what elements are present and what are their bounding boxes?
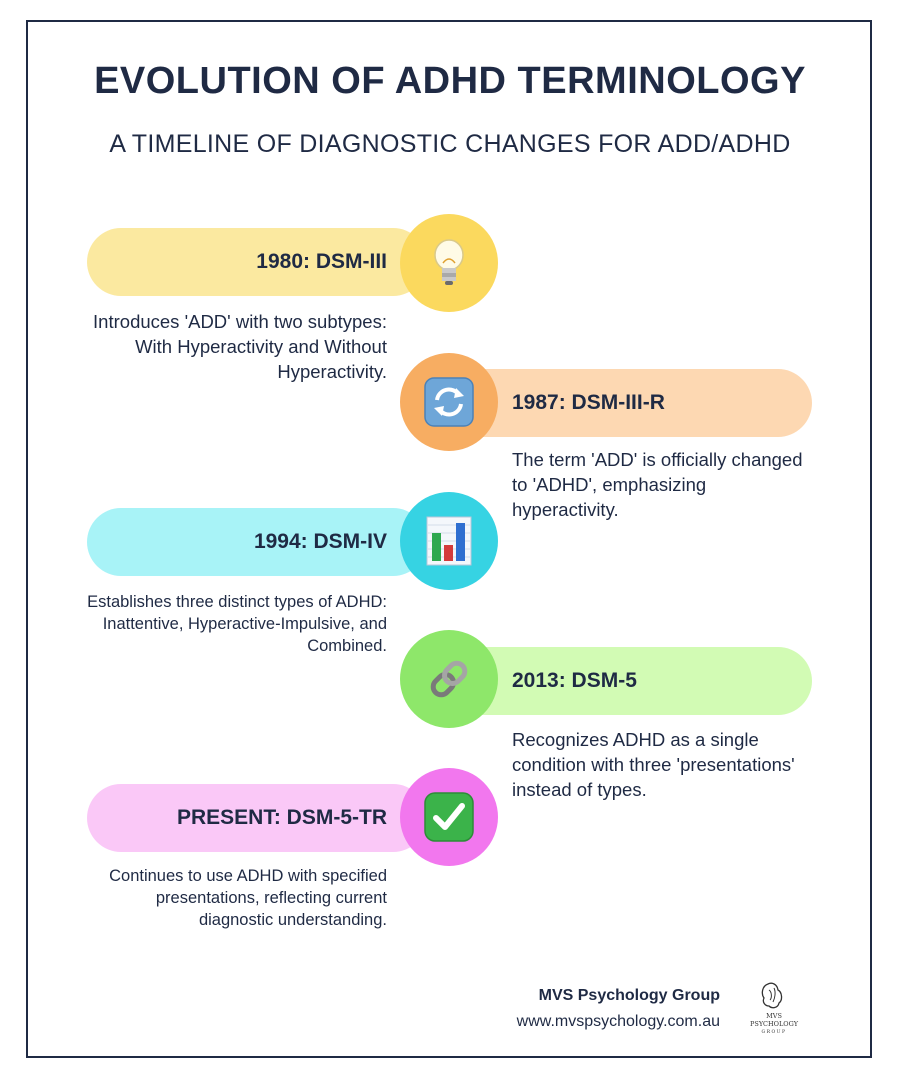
link-icon [424,654,474,704]
timeline-circle-present [400,768,498,866]
page-subtitle: A TIMELINE OF DIAGNOSTIC CHANGES FOR ADD/ADHD [109,130,791,158]
timeline-circle-1980 [400,214,498,312]
timeline-description-1980: Introduces 'ADD' with two subtypes: With Hyperactivity and Without Hyperactivity. [93,311,387,382]
timeline-description-1994: Establishes three distinct types of ADHD: Inattentive, Hyperactive-Impulsive, and Combined. [87,593,387,655]
footer-company-name: MVS Psychology Group [538,987,720,1004]
company-logo [748,978,800,1038]
svg-text:PSYCHOLOGY: PSYCHOLOGY [750,1020,798,1028]
svg-text:MVS: MVS [766,1012,782,1020]
bar-chart-icon [425,515,473,567]
timeline-circle-1987 [400,353,498,451]
refresh-icon [423,376,475,428]
svg-text:GROUP: GROUP [761,1030,787,1035]
timeline-circle-2013 [400,630,498,728]
timeline-description-2013: Recognizes ADHD as a single condition with three 'presentations' instead of types. [512,729,795,800]
timeline-label: 2013: DSM-5 [512,669,637,692]
footer-website-url[interactable]: www.mvspsychology.com.au [516,1013,720,1030]
check-mark-icon [423,791,475,843]
timeline-label: PRESENT: DSM-5-TR [176,806,387,829]
timeline-label: 1980: DSM-III [256,250,387,273]
timeline-circle-1994 [400,492,498,590]
timeline-pill-1980 [87,228,427,296]
timeline-label: 1987: DSM-III-R [512,391,665,414]
timeline-pill-1994 [87,508,427,576]
lightbulb-icon [429,237,469,289]
timeline-description-present: Continues to use ADHD with specified presentations, reflecting current diagnostic understanding. [109,867,387,929]
timeline-label: 1994: DSM-IV [253,530,387,553]
timeline-pill-present [87,784,427,852]
page-title: EVOLUTION OF ADHD TERMINOLOGY [94,60,806,102]
timeline-description-1987: The term 'ADD' is officially changed to 'ADHD', emphasizing hyperactivity. [512,449,803,520]
